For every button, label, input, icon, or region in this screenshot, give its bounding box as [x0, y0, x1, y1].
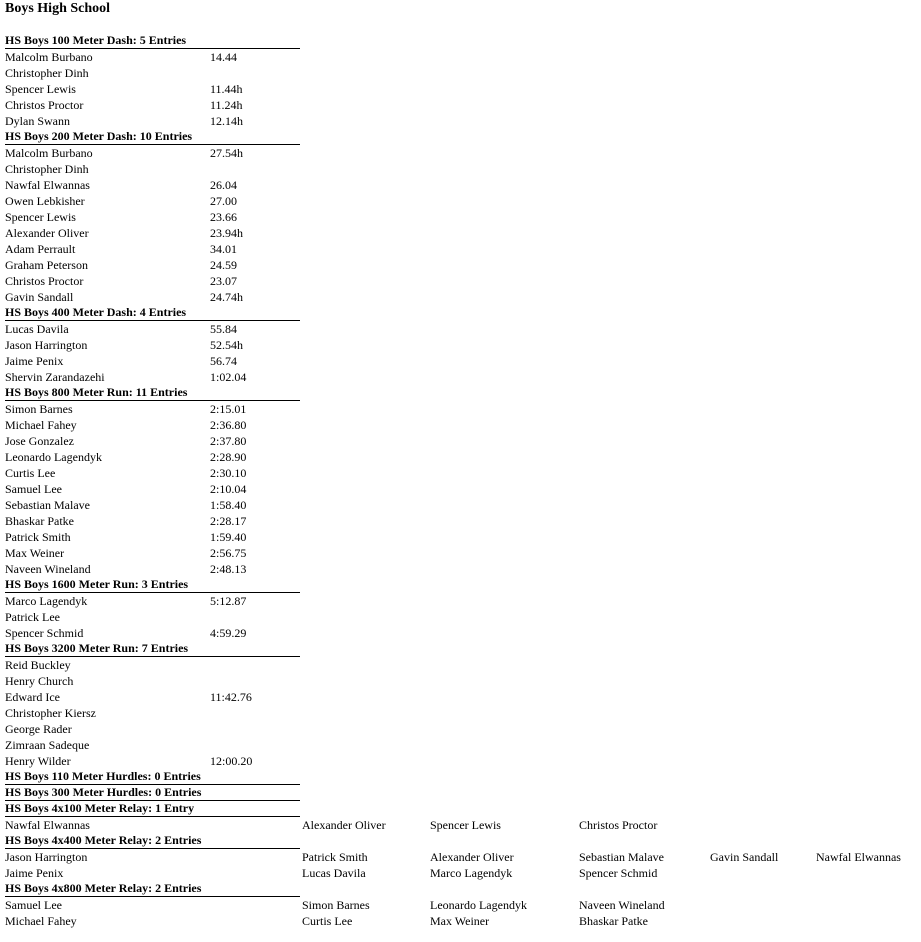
athlete-name: Jason Harrington — [5, 338, 88, 352]
entry-row — [5, 561, 915, 577]
entry-row — [5, 161, 915, 177]
entry-row — [5, 177, 915, 193]
relay-member-name: Alexander Oliver — [302, 818, 386, 832]
entry-mark: 2:48.13 — [210, 562, 247, 576]
event-header: HS Boys 4x400 Meter Relay: 2 Entries — [5, 833, 300, 849]
event-header: HS Boys 4x800 Meter Relay: 2 Entries — [5, 881, 300, 897]
entry-row — [5, 593, 915, 609]
athlete-name: Henry Wilder — [5, 754, 71, 768]
relay-member-name: Curtis Lee — [302, 914, 353, 928]
relay-member-name: Leonardo Lagendyk — [430, 898, 527, 912]
relay-entry-row — [5, 817, 915, 833]
entry-mark: 1:02.04 — [210, 370, 247, 384]
athlete-name: Gavin Sandall — [5, 290, 74, 304]
relay-member-name: Nawfal Elwannas — [5, 818, 90, 832]
relay-entry-row — [5, 913, 915, 929]
athlete-name: Spencer Lewis — [5, 210, 76, 224]
relay-member-name: Sebastian Malave — [579, 850, 664, 864]
entry-row — [5, 609, 915, 625]
entry-row — [5, 705, 915, 721]
entry-row — [5, 289, 915, 305]
entry-row — [5, 545, 915, 561]
entry-mark: 56.74 — [210, 354, 237, 368]
relay-member-name: Patrick Smith — [302, 850, 368, 864]
relay-member-name: Lucas Davila — [302, 866, 366, 880]
relay-member-name: Christos Proctor — [579, 818, 658, 832]
entry-row — [5, 721, 915, 737]
entry-mark: 52.54h — [210, 338, 243, 352]
event-header: HS Boys 200 Meter Dash: 10 Entries — [5, 129, 300, 145]
entry-row — [5, 241, 915, 257]
entry-mark: 24.74h — [210, 290, 243, 304]
athlete-name: George Rader — [5, 722, 72, 736]
athlete-name: Curtis Lee — [5, 466, 56, 480]
entry-row — [5, 225, 915, 241]
entry-mark: 34.01 — [210, 242, 237, 256]
athlete-name: Christopher Kiersz — [5, 706, 96, 720]
relay-member-name: Michael Fahey — [5, 914, 77, 928]
relay-member-name: Samuel Lee — [5, 898, 62, 912]
athlete-name: Alexander Oliver — [5, 226, 89, 240]
entry-row — [5, 209, 915, 225]
event-header: HS Boys 400 Meter Dash: 4 Entries — [5, 305, 300, 321]
entry-row — [5, 273, 915, 289]
event-header: HS Boys 110 Meter Hurdles: 0 Entries — [5, 769, 300, 785]
event-header: HS Boys 100 Meter Dash: 5 Entries — [5, 33, 300, 49]
entry-row — [5, 337, 915, 353]
entry-row — [5, 353, 915, 369]
relay-member-name: Simon Barnes — [302, 898, 370, 912]
entry-row — [5, 625, 915, 641]
entry-mark: 27.54h — [210, 146, 243, 160]
entry-row — [5, 737, 915, 753]
entry-row — [5, 97, 915, 113]
entry-mark: 2:15.01 — [210, 402, 247, 416]
entry-mark: 23.07 — [210, 274, 237, 288]
entry-mark: 2:10.04 — [210, 482, 247, 496]
relay-member-name: Spencer Schmid — [579, 866, 658, 880]
entry-row — [5, 257, 915, 273]
entry-row — [5, 369, 915, 385]
entry-mark: 2:37.80 — [210, 434, 247, 448]
relay-entry-row — [5, 865, 915, 881]
athlete-name: Nawfal Elwannas — [5, 178, 90, 192]
entry-mark: 2:30.10 — [210, 466, 247, 480]
entry-row — [5, 321, 915, 337]
athlete-name: Jaime Penix — [5, 354, 64, 368]
entry-mark: 24.59 — [210, 258, 237, 272]
event-header: HS Boys 4x100 Meter Relay: 1 Entry — [5, 801, 300, 817]
athlete-name: Michael Fahey — [5, 418, 77, 432]
entry-mark: 23.94h — [210, 226, 243, 240]
athlete-name: Owen Lebkisher — [5, 194, 85, 208]
entry-mark: 1:59.40 — [210, 530, 247, 544]
entry-row — [5, 673, 915, 689]
athlete-name: Jose Gonzalez — [5, 434, 74, 448]
entry-row — [5, 513, 915, 529]
entry-mark: 27.00 — [210, 194, 237, 208]
entry-row — [5, 465, 915, 481]
entry-mark: 2:28.90 — [210, 450, 247, 464]
entry-row — [5, 481, 915, 497]
athlete-name: Malcolm Burbano — [5, 50, 93, 64]
entry-mark: 1:58.40 — [210, 498, 247, 512]
athlete-name: Spencer Schmid — [5, 626, 84, 640]
entry-mark: 23.66 — [210, 210, 237, 224]
athlete-name: Christos Proctor — [5, 98, 84, 112]
entry-mark: 2:28.17 — [210, 514, 247, 528]
relay-entry-row — [5, 897, 915, 913]
entry-mark: 12:00.20 — [210, 754, 253, 768]
relay-member-name: Alexander Oliver — [430, 850, 514, 864]
entry-mark: 11:42.76 — [210, 690, 252, 704]
entry-row — [5, 657, 915, 673]
athlete-name: Lucas Davila — [5, 322, 69, 336]
entry-mark: 26.04 — [210, 178, 237, 192]
athlete-name: Zimraan Sadeque — [5, 738, 90, 752]
relay-member-name: Nawfal Elwannas — [816, 850, 901, 864]
entry-mark: 5:12.87 — [210, 594, 247, 608]
relay-member-name: Gavin Sandall — [710, 850, 779, 864]
athlete-name: Patrick Smith — [5, 530, 71, 544]
entry-mark: 12.14h — [210, 114, 243, 128]
entry-row — [5, 113, 915, 129]
event-header: HS Boys 800 Meter Run: 11 Entries — [5, 385, 300, 401]
athlete-name: Dylan Swann — [5, 114, 70, 128]
relay-member-name: Marco Lagendyk — [430, 866, 513, 880]
entry-row — [5, 753, 915, 769]
athlete-name: Naveen Wineland — [5, 562, 91, 576]
event-header: HS Boys 300 Meter Hurdles: 0 Entries — [5, 785, 300, 801]
athlete-name: Shervin Zarandazehi — [5, 370, 105, 384]
event-list — [5, 33, 915, 929]
athlete-name: Samuel Lee — [5, 482, 62, 496]
entry-row — [5, 433, 915, 449]
event-header: HS Boys 1600 Meter Run: 3 Entries — [5, 577, 300, 593]
entry-mark: 4:59.29 — [210, 626, 247, 640]
entry-row — [5, 449, 915, 465]
entry-mark: 11.44h — [210, 82, 243, 96]
entry-mark: 14.44 — [210, 50, 237, 64]
athlete-name: Simon Barnes — [5, 402, 73, 416]
entry-mark: 2:36.80 — [210, 418, 247, 432]
entry-row — [5, 145, 915, 161]
relay-member-name: Jason Harrington — [5, 850, 88, 864]
athlete-name: Leonardo Lagendyk — [5, 450, 102, 464]
entry-row — [5, 497, 915, 513]
athlete-name: Adam Perrault — [5, 242, 76, 256]
athlete-name: Bhaskar Patke — [5, 514, 74, 528]
event-header: HS Boys 3200 Meter Run: 7 Entries — [5, 641, 300, 657]
athlete-name: Christopher Dinh — [5, 66, 89, 80]
entry-row — [5, 81, 915, 97]
entry-mark: 11.24h — [210, 98, 243, 112]
relay-member-name: Max Weiner — [430, 914, 490, 928]
relay-member-name: Jaime Penix — [5, 866, 64, 880]
athlete-name: Graham Peterson — [5, 258, 88, 272]
athlete-name: Patrick Lee — [5, 610, 60, 624]
entry-mark: 2:56.75 — [210, 546, 247, 560]
relay-member-name: Spencer Lewis — [430, 818, 501, 832]
athlete-name: Sebastian Malave — [5, 498, 90, 512]
entry-row — [5, 417, 915, 433]
athlete-name: Christos Proctor — [5, 274, 84, 288]
page-title: Boys High School — [5, 1, 111, 16]
athlete-name: Malcolm Burbano — [5, 146, 93, 160]
athlete-name: Marco Lagendyk — [5, 594, 88, 608]
relay-entry-row — [5, 849, 915, 865]
entry-row — [5, 49, 915, 65]
athlete-name: Christopher Dinh — [5, 162, 89, 176]
entry-row — [5, 65, 915, 81]
entry-row — [5, 193, 915, 209]
athlete-name: Reid Buckley — [5, 658, 71, 672]
relay-member-name: Naveen Wineland — [579, 898, 665, 912]
entry-row — [5, 401, 915, 417]
athlete-name: Spencer Lewis — [5, 82, 76, 96]
relay-member-name: Bhaskar Patke — [579, 914, 648, 928]
athlete-name: Edward Ice — [5, 690, 60, 704]
athlete-name: Max Weiner — [5, 546, 65, 560]
entry-mark: 55.84 — [210, 322, 237, 336]
athlete-name: Henry Church — [5, 674, 74, 688]
entry-row — [5, 529, 915, 545]
entry-row — [5, 689, 915, 705]
